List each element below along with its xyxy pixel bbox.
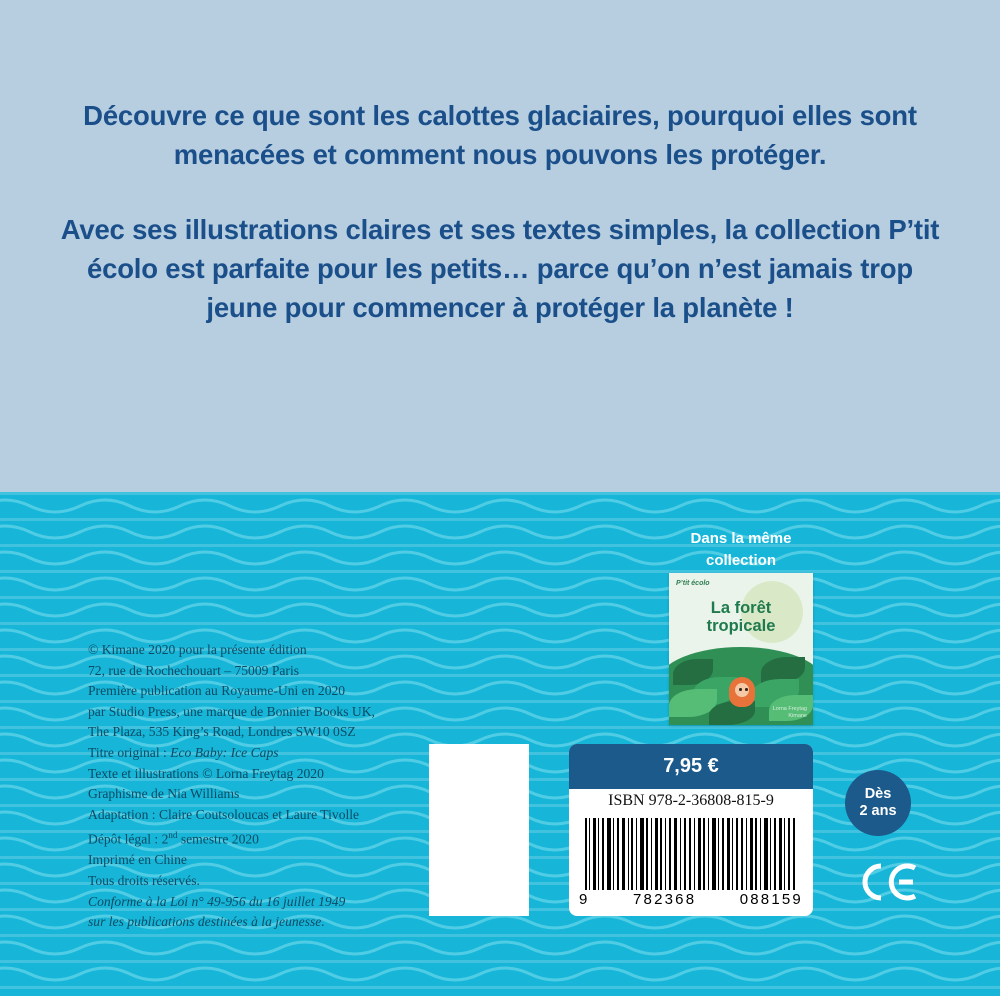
- mini-cover-credit: [773, 706, 807, 720]
- credit-line: Graphisme de Nia Williams: [88, 786, 240, 802]
- depot-legal-line: [88, 825, 468, 850]
- age-badge-line-1: Dès: [864, 786, 892, 802]
- monkey-eye-icon: [745, 688, 748, 691]
- mini-cover-credit-line-2: Kimane: [788, 713, 807, 719]
- monkey-eye-icon: [739, 688, 742, 691]
- credit-line: Texte et illustrations © Lorna Freytag 2020: [88, 765, 324, 781]
- price-label: 7,95 €: [569, 744, 813, 789]
- barcode-digit-prefix: 9: [579, 891, 590, 908]
- blurb-paragraph-2: Avec ses illustrations claires et ses textes simples, la collection P’tit écolo est parfaite pour les petits… parce qu’on n’est jamais trop jeune pour commencer à protéger la planète !: [60, 214, 940, 323]
- depot-legal-sup: nd: [168, 830, 178, 841]
- credit-line: The Plaza, 535 King’s Road, Londres SW10 0SZ: [88, 724, 356, 740]
- barcode-digits: [579, 891, 803, 908]
- legal-notice-line: sur les publications destinées à la jeunesse.: [88, 914, 325, 930]
- blurb-text-block: [60, 96, 940, 327]
- isbn-text: ISBN 978-2-36808-815-9: [608, 792, 774, 809]
- collection-label-line-1: Dans la même: [690, 530, 792, 547]
- mini-cover-title-line-1: La forêt: [710, 599, 772, 617]
- mini-cover-imprint: P’tit écolo: [676, 580, 710, 587]
- mini-cover-title-line-2: tropicale: [706, 617, 776, 635]
- credit-line: 72, rue de Rochechouart – 75009 Paris: [88, 662, 300, 678]
- depot-legal-prefix: Dépôt légal : 2: [88, 831, 169, 847]
- original-title-label: Titre original :: [88, 744, 171, 760]
- credit-line: Tous droits réservés.: [88, 873, 200, 889]
- credit-line: Adaptation : Claire Coutsoloucas et Laure Tivolle: [88, 806, 360, 822]
- mini-cover-title: [669, 599, 813, 635]
- collection-label: [640, 528, 842, 572]
- original-title-value: Eco Baby: Ice Caps: [170, 744, 279, 760]
- mini-cover-credit-line-1: Lorna Freytag: [772, 706, 807, 712]
- age-badge-line-2: 2 ans: [859, 803, 897, 819]
- blurb-paragraph-1: Découvre ce que sont les calottes glaciaires, pourquoi elles sont menacées et comment nous pouvons les protéger.: [83, 100, 917, 170]
- barcode-digit-group-1: 782368: [633, 891, 697, 908]
- credit-line: par Studio Press, une marque de Bonnier Books UK,: [88, 703, 375, 719]
- collection-label-line-2: collection: [705, 552, 776, 569]
- credit-line: Première publication au Royaume-Uni en 2020: [88, 683, 346, 699]
- credit-line: Imprimé en Chine: [88, 852, 187, 868]
- age-badge: [845, 770, 911, 836]
- credit-line: © Kimane 2020 pour la présente édition: [88, 642, 307, 657]
- depot-legal-suffix: semestre 2020: [177, 831, 259, 847]
- barcode-bars: [585, 818, 797, 890]
- legal-notice-line: Conforme à la Loi n° 49-956 du 16 juillet 1949: [88, 893, 346, 909]
- barcode-digit-group-2: 088159: [739, 891, 803, 908]
- related-book-cover-thumbnail[interactable]: [669, 573, 813, 725]
- blank-white-box: [429, 744, 529, 916]
- blurb-panel: [0, 0, 1000, 492]
- ce-mark-icon: [855, 862, 921, 902]
- imprint-credits: [88, 640, 468, 933]
- barcode-block: [569, 744, 813, 916]
- original-title-line: [88, 743, 468, 764]
